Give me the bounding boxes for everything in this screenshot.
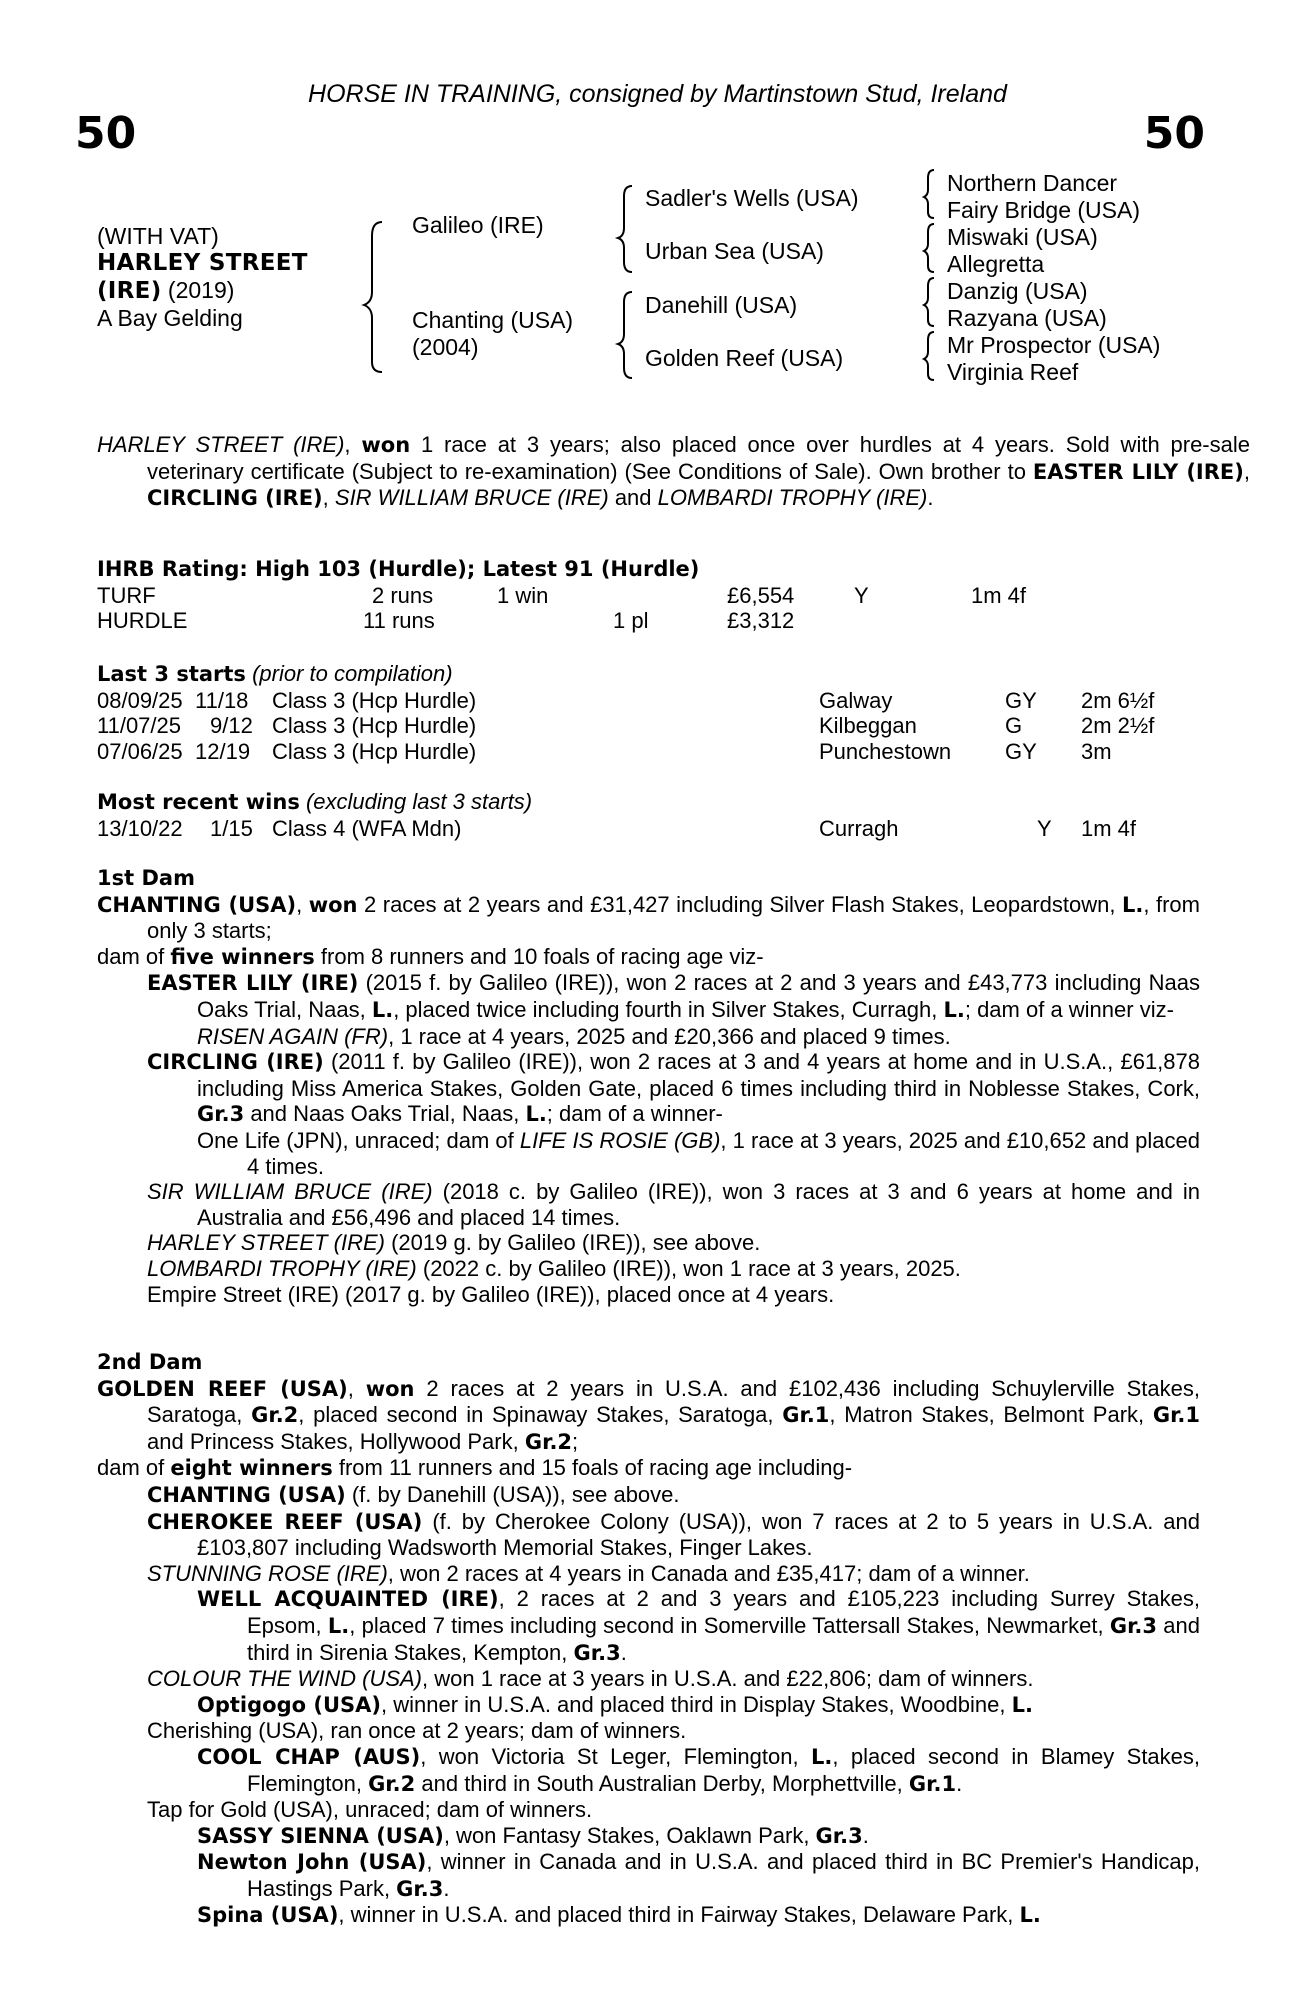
going: GY <box>1005 738 1037 764</box>
pedigree-sire: Galileo (IRE) <box>412 212 544 238</box>
summary-horse-name: HARLEY STREET (IRE) <box>97 432 345 457</box>
record-text: , from only 3 starts; <box>147 891 1200 944</box>
last-starts-note: (prior to compilation) <box>252 661 453 686</box>
race: Class 3 (Hcp Hurdle) <box>272 738 477 764</box>
going: G <box>1005 713 1023 739</box>
horse-name: RISEN AGAIN (FR) <box>197 1023 389 1049</box>
dam-name: GOLDEN REEF (USA) <box>97 1376 348 1401</box>
and-text: and <box>608 485 658 511</box>
pedigree-dam: Chanting (USA) <box>412 307 574 333</box>
runs: 2 runs <box>372 582 434 608</box>
position: 12/19 <box>195 738 251 764</box>
pedigree-g3-4: Allegretta <box>947 251 1045 277</box>
distance: 2m 2½f <box>1081 713 1155 739</box>
horse-name: CHANTING (USA) <box>147 1482 346 1507</box>
wins: 1 win <box>497 582 549 608</box>
horse-name: CIRCLING (IRE) <box>147 1050 324 1075</box>
pedigree-dam-year: (2004) <box>412 334 479 360</box>
pedigree-dam-dam: Golden Reef (USA) <box>645 345 844 371</box>
group-badge: Gr.3 <box>396 1876 444 1901</box>
won-label: won <box>365 1376 415 1401</box>
listed-badge: L. <box>943 997 965 1022</box>
course: Galway <box>819 687 893 713</box>
produce-optigogo <box>97 1692 1200 1719</box>
text: , Matron Stakes, Belmont Park, <box>829 1402 1153 1428</box>
distance: 2m 6½f <box>1081 687 1155 713</box>
going: Y <box>854 582 869 608</box>
text: dam of <box>97 1455 171 1481</box>
produce-risen-again <box>97 1024 1200 1050</box>
win-row <box>97 816 1200 842</box>
listed-badge: L. <box>327 1613 350 1638</box>
produce-newton-john <box>97 1849 1200 1902</box>
places: 1 pl <box>613 608 649 634</box>
text: from 11 runners and 15 foals of racing age including- <box>332 1455 853 1481</box>
text: ; dam of a winner- <box>546 1101 723 1127</box>
group-badge: Gr.1 <box>908 1771 957 1796</box>
horse-origin: (IRE) <box>97 278 162 304</box>
first-dam-record: CHANTING (USA), won 2 races at 2 years and £31,427 including Silver Flash Stakes, Leopardstown, L., from only 3 starts; <box>97 891 1200 944</box>
date: 11/07/25 <box>97 713 182 739</box>
sibling-lombardi-trophy: LOMBARDI TROPHY (IRE) <box>657 485 928 511</box>
text: , 1 race at 4 years, 2025 and £20,366 and placed 9 times. <box>388 1023 951 1049</box>
earnings: £6,554 <box>727 582 795 608</box>
listed-badge: L. <box>371 997 394 1022</box>
won-label: won <box>308 892 358 917</box>
position: 1/15 <box>210 815 253 841</box>
rating-title: IHRB Rating: High 103 (Hurdle); Latest 91 (Hurdle) <box>97 557 700 581</box>
start-row <box>97 739 1200 765</box>
group-badge: Gr.3 <box>1109 1613 1158 1638</box>
date: 13/10/22 <box>97 815 183 841</box>
group-badge: Gr.2 <box>524 1429 573 1454</box>
text: (2022 c. by Galileo (IRE)), won 1 race at 3 years, 2025. <box>416 1255 961 1281</box>
produce-circling <box>97 1049 1200 1128</box>
text: and Princess Stakes, Hollywood Park, <box>147 1428 525 1454</box>
group-badge: Gr.3 <box>573 1640 621 1665</box>
text: , won 2 races at 4 years in Canada and £35,417; dam of a winner. <box>387 1560 1030 1586</box>
vat-note: (WITH VAT) <box>97 223 219 249</box>
won-label: won <box>361 433 411 457</box>
second-dam-section <box>97 1350 1200 1929</box>
summary-paragraph: HARLEY STREET (IRE), won 1 race at 3 years; also placed once over hurdles at 4 years. Sold with pre-sale veterinary certificate (Subject to re-examination) (See Conditions of Sale). Own brother to EASTER LILY (IRE), CIRCLING (IRE), SIR WILLIAM BRUCE (IRE) and LOMBARDI TROPHY (IRE). <box>97 432 1250 511</box>
text: from 8 runners and 10 foals of racing age viz- <box>314 943 764 969</box>
horse-name: Optigogo (USA) <box>197 1692 381 1717</box>
sibling-easter-lily: EASTER LILY (IRE) <box>1032 459 1244 484</box>
horse-name: STUNNING ROSE (IRE) <box>147 1560 388 1586</box>
pedigree-sire-sire: Sadler's Wells (USA) <box>645 185 859 211</box>
text: , placed twice including fourth in Silver Stakes, Curragh, <box>393 996 944 1022</box>
text: (2018 c. by Galileo (IRE)), won 3 races at 3 and 6 years at home and in Australia and £56,496 and placed 14 times. <box>197 1179 1200 1230</box>
produce-sir-william-bruce <box>97 1179 1200 1230</box>
horse-name: SASSY SIENNA (USA) <box>197 1823 444 1848</box>
date: 07/06/25 <box>97 738 183 764</box>
horse-name: HARLEY STREET (IRE) <box>147 1230 385 1256</box>
text: , placed 7 times including second in Somerville Tattersall Stakes, Newmarket, <box>349 1612 1110 1638</box>
surface: HURDLE <box>97 608 188 634</box>
group-badge: Gr.3 <box>197 1102 245 1127</box>
horse-year: (2019) <box>167 277 235 303</box>
listed-badge: L. <box>525 1102 547 1127</box>
group-badge: Gr.3 <box>815 1823 863 1848</box>
horse-name: SIR WILLIAM BRUCE (IRE) <box>147 1179 433 1205</box>
sibling-sir-william-bruce: SIR WILLIAM BRUCE (IRE) <box>334 485 609 511</box>
produce-lombardi-trophy <box>97 1256 1200 1282</box>
first-dam-heading: 1st Dam <box>97 866 195 890</box>
distance: 3m <box>1081 738 1112 764</box>
text: . <box>956 1770 963 1796</box>
text: , 2 races at 2 and 3 years and £105,223 including Surrey Stakes, Epsom, <box>247 1586 1200 1638</box>
text: , placed second in Blamey Stakes, Flemington, <box>247 1743 1201 1796</box>
text: , won 1 race at 3 years in U.S.A. and £22,806; dam of winners. <box>422 1666 1034 1692</box>
distance: 1m 4f <box>1081 815 1137 841</box>
text: dam of <box>97 943 171 969</box>
race: Class 3 (Hcp Hurdle) <box>272 713 477 739</box>
produce-empire-street: Empire Street (IRE) (2017 g. by Galileo (IRE)), placed once at 4 years. <box>147 1281 835 1307</box>
text: . <box>443 1875 450 1901</box>
start-row <box>97 713 1200 739</box>
produce-sassy-sienna <box>97 1823 1200 1850</box>
second-dam-record: GOLDEN REEF (USA), won 2 races at 2 years in U.S.A. and £102,436 including Schuylerville Stakes, Saratoga, Gr.2, placed second in Spinaway Stakes, Saratoga, Gr.1, Matron Stakes, Belmont Park, Gr.1 and Princess Stakes, Hollywood Park, Gr.2; <box>97 1375 1201 1454</box>
text: , winner in Canada and in U.S.A. and placed third in BC Premier's Handicap, Hastings Park, <box>247 1849 1200 1901</box>
horse-name: LIFE IS ROSIE (GB) <box>519 1127 721 1153</box>
lot-number-right: 50 <box>1143 108 1205 159</box>
race: Class 4 (WFA Mdn) <box>272 815 462 841</box>
text: . <box>862 1822 869 1848</box>
record-text: 2 races at 2 years and £31,427 including Silver Flash Stakes, Leopardstown, <box>357 891 1123 917</box>
group-badge: Gr.2 <box>368 1771 416 1796</box>
recent-wins-note: (excluding last 3 starts) <box>305 789 533 814</box>
produce-cool-chap <box>97 1744 1200 1797</box>
text: ; dam of a winner viz- <box>964 996 1174 1022</box>
consignment-title: HORSE IN TRAINING, consigned by Martinstown Stud, Ireland <box>308 80 1007 108</box>
pedigree-g3-7: Mr Prospector (USA) <box>947 332 1161 358</box>
produce-harley-street <box>97 1230 1200 1256</box>
sibling-circling: CIRCLING (IRE) <box>147 486 323 511</box>
text: , winner in U.S.A. and placed third in Display Stakes, Woodbine, <box>380 1691 1012 1717</box>
produce-cherishing: Cherishing (USA), ran once at 2 years; dam of winners. <box>147 1718 687 1744</box>
text: , won Victoria St Leger, Flemington, <box>420 1743 811 1769</box>
recent-wins-title: Most recent wins <box>97 790 300 814</box>
summary-text: 1 race at 3 years; also placed once over hurdles at 4 years. Sold with pre-sale veterinary certificate (Subject to re-examination) (See Conditions of Sale). Own brother to <box>147 432 1250 484</box>
listed-badge: L. <box>1011 1692 1033 1717</box>
listed-badge: L. <box>1019 1903 1041 1928</box>
pedigree-dam-sire: Danehill (USA) <box>645 292 798 318</box>
listed-badge: L. <box>810 1744 833 1769</box>
course: Curragh <box>819 815 899 841</box>
pedigree-g3-8: Virginia Reef <box>947 359 1079 385</box>
pedigree-g3-2: Fairy Bridge (USA) <box>947 197 1140 223</box>
distance: 1m 4f <box>971 582 1027 608</box>
horse-name: COLOUR THE WIND (USA) <box>147 1666 422 1692</box>
second-dam-heading: 2nd Dam <box>97 1350 203 1374</box>
going: GY <box>1005 687 1037 713</box>
going: Y <box>1037 815 1052 841</box>
winners-count: five winners <box>170 944 315 969</box>
dam-name: CHANTING (USA) <box>97 892 297 917</box>
start-row <box>97 688 1200 714</box>
text: ; <box>572 1428 579 1454</box>
text: , 1 race at 3 years, 2025 and £10,652 and placed 4 times. <box>247 1127 1201 1179</box>
recent-wins-section <box>97 789 1200 841</box>
course: Punchestown <box>819 738 952 764</box>
position: 9/12 <box>210 713 253 739</box>
rating-section <box>97 557 1200 634</box>
produce-well-acquainted <box>97 1586 1200 1666</box>
horse-description: A Bay Gelding <box>97 305 243 331</box>
text: (f. by Cherokee Colony (USA)), won 7 races at 2 to 5 years in U.S.A. and £103,807 including Wadsworth Memorial Stakes, Finger Lakes. <box>197 1508 1200 1561</box>
horse-name: HARLEY STREET <box>97 250 308 276</box>
text: (f. by Danehill (USA)), see above. <box>345 1481 680 1507</box>
text: , winner in U.S.A. and placed third in Fairway Stakes, Delaware Park, <box>338 1902 1020 1928</box>
produce-spina <box>97 1902 1200 1929</box>
text: and third in South Australian Derby, Morphettville, <box>415 1770 909 1796</box>
text: (2015 f. by Galileo (IRE)), won 2 races at 2 and 3 years and £43,773 including Naas Oaks Trial, Naas, <box>197 970 1200 1022</box>
horse-name: LOMBARDI TROPHY (IRE) <box>147 1255 417 1281</box>
text: 2 races at 2 years in U.S.A. and £102,436 including Schuylerville Stakes, Saratoga, <box>147 1375 1201 1428</box>
text: One Life (JPN), unraced; dam of <box>197 1127 520 1153</box>
horse-name: Newton John (USA) <box>197 1850 427 1875</box>
text: , placed second in Spinaway Stakes, Saratoga, <box>298 1402 783 1428</box>
produce-easter-lily <box>97 970 1200 1023</box>
horse-name: WELL ACQUAINTED (IRE) <box>197 1587 499 1612</box>
horse-name: CHEROKEE REEF (USA) <box>147 1509 423 1534</box>
surface: TURF <box>97 582 156 608</box>
horse-name: Spina (USA) <box>197 1903 339 1928</box>
date: 08/09/25 <box>97 687 183 713</box>
produce-tap-for-gold: Tap for Gold (USA), unraced; dam of winners. <box>147 1797 593 1823</box>
text: , won Fantasy Stakes, Oaklawn Park, <box>443 1822 816 1848</box>
lot-number-left: 50 <box>75 108 137 159</box>
rating-row <box>97 583 1200 609</box>
pedigree-g3-5: Danzig (USA) <box>947 278 1088 304</box>
horse-name: EASTER LILY (IRE) <box>147 971 359 996</box>
text: (2019 g. by Galileo (IRE)), see above. <box>384 1230 761 1256</box>
produce-one-life <box>97 1128 1200 1179</box>
position: 11/18 <box>195 687 249 713</box>
last-starts-section <box>97 661 1200 764</box>
group-badge: Gr.1 <box>782 1403 830 1428</box>
text: . <box>620 1639 627 1665</box>
text: (2011 f. by Galileo (IRE)), won 2 races at 3 and 4 years at home and in U.S.A., £61,878 including Miss America Stakes, Golden Gate, placed 6 times including third in Noblesse Stakes, Cork, <box>197 1049 1201 1101</box>
earnings: £3,312 <box>727 608 795 634</box>
group-badge: Gr.2 <box>251 1403 299 1428</box>
runs: 11 runs <box>363 608 435 634</box>
last-starts-title: Last 3 starts <box>97 662 246 686</box>
rating-row <box>97 608 1200 634</box>
text: and Naas Oaks Trial, Naas, <box>244 1101 526 1127</box>
listed-badge: L. <box>1122 892 1144 917</box>
winners-count: eight winners <box>170 1456 333 1481</box>
first-dam-section <box>97 866 1200 1307</box>
pedigree-g3-3: Miswaki (USA) <box>947 224 1098 250</box>
pedigree-g3-6: Razyana (USA) <box>947 305 1107 331</box>
second-dam-produce <box>97 1455 1200 1482</box>
produce-chanting <box>97 1482 1200 1509</box>
course: Kilbeggan <box>819 713 917 739</box>
horse-name: COOL CHAP (AUS) <box>197 1744 421 1769</box>
pedigree-g3-1: Northern Dancer <box>947 170 1118 196</box>
produce-colour-the-wind <box>97 1666 1200 1692</box>
race: Class 3 (Hcp Hurdle) <box>272 687 477 713</box>
produce-cherokee-reef <box>97 1509 1200 1561</box>
pedigree-sire-dam: Urban Sea (USA) <box>645 238 824 264</box>
text: and third in Sirenia Stakes, Kempton, <box>247 1612 1201 1665</box>
first-dam-produce <box>97 944 1200 971</box>
produce-stunning-rose <box>97 1561 1200 1587</box>
group-badge: Gr.1 <box>1152 1403 1201 1428</box>
